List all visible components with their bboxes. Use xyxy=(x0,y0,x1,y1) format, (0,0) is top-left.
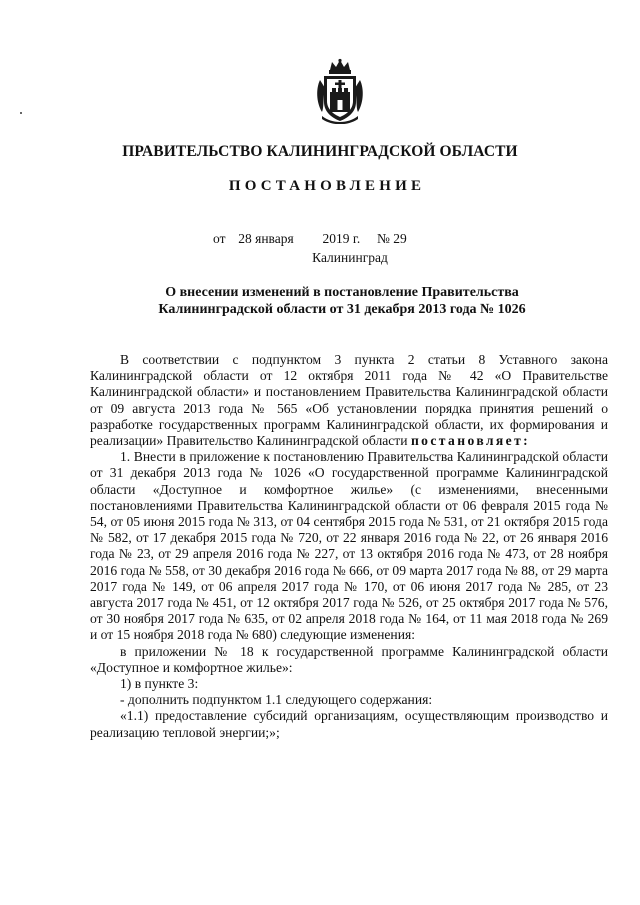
scan-speck xyxy=(20,112,22,114)
date-prefix: от xyxy=(213,231,226,246)
addition-paragraph: - дополнить подпунктом 1.1 следующего содержания: xyxy=(120,692,433,708)
document-type: ПОСТАНОВЛЕНИЕ xyxy=(228,178,426,194)
annex-paragraph: в приложении № 18 к государственной программе Калининградской области «Доступное и комфортное жилье»: xyxy=(90,643,608,675)
document-body xyxy=(90,352,608,741)
resolves-word: постановляет: xyxy=(410,433,531,449)
preamble-text: В соответствии с подпунктом 3 пункта 2 статьи 8 Уставного закона Калининградской области от 12 октября 2011 года № 42 «О Правительстве Калининградской области» и постановлением Правительства Калининградской области от 09 августа 2013 года № 565 «Об установлении порядка принятия решений о разработке государственных программ Калининградской области, их формирования и реализации» Правительство Калининградской области xyxy=(90,352,608,449)
preamble-paragraph xyxy=(90,352,608,449)
document-subject xyxy=(80,284,604,318)
coat-of-arms-icon xyxy=(314,58,366,124)
date-line xyxy=(213,231,407,247)
quote-paragraph: «1.1) предоставление субсидий организациям, осуществляющим производство и реализацию тепловой энергии;»; xyxy=(90,708,608,740)
date-year: 2019 г. xyxy=(322,231,361,246)
item-1-paragraph: 1. Внести в приложение к постановлению Правительства Калининградской области от 31 декабря 2013 года № 1026 «О государственной программе Калининградской области «Доступное и комфортное жилье» (с изменениями, внесенными постановлениями Правительства Калининградской области от 06 февраля 2015 года № 54, от 05 июня 2015 года № 313, от 04 сентября 2015 года № 531, от 21 октября 2015 года № 582, от 17 декабря 2015 года № 720, от 22 января 2016 года № 22, от 26 января 2016 года № 23, от 29 апреля 2016 года № 227, от 13 октября 2016 года № 473, от 28 ноября 2016 года № 558, от 30 декабря 2016 года № 666, от 09 марта 2017 года № 88, от 29 марта 2017 года № 149, от 06 апреля 2017 года № 170, от 06 июня 2017 года № 285, от 23 августа 2017 года № 451, от 12 октября 2017 года № 526, от 25 октября 2017 года № 576, от 30 ноября 2017 года № 635, от 02 апреля 2018 года № 164, от 11 мая 2018 года № 269 и от 15 ноября 2018 года № 680) следующие изменения: xyxy=(90,449,608,643)
subject-line-2: Калининградской области от 31 декабря 2013 года № 1026 xyxy=(158,302,526,317)
government-name: ПРАВИТЕЛЬСТВО КАЛИНИНГРАДСКОЙ ОБЛАСТИ xyxy=(122,143,518,160)
city: Калининград xyxy=(312,250,388,265)
subject-line-1: О внесении изменений в постановление Правительства xyxy=(165,285,519,300)
point-paragraph: 1) в пункте 3: xyxy=(120,676,199,692)
document-number: № 29 xyxy=(376,231,407,246)
date-day-month: 28 января xyxy=(238,231,294,246)
